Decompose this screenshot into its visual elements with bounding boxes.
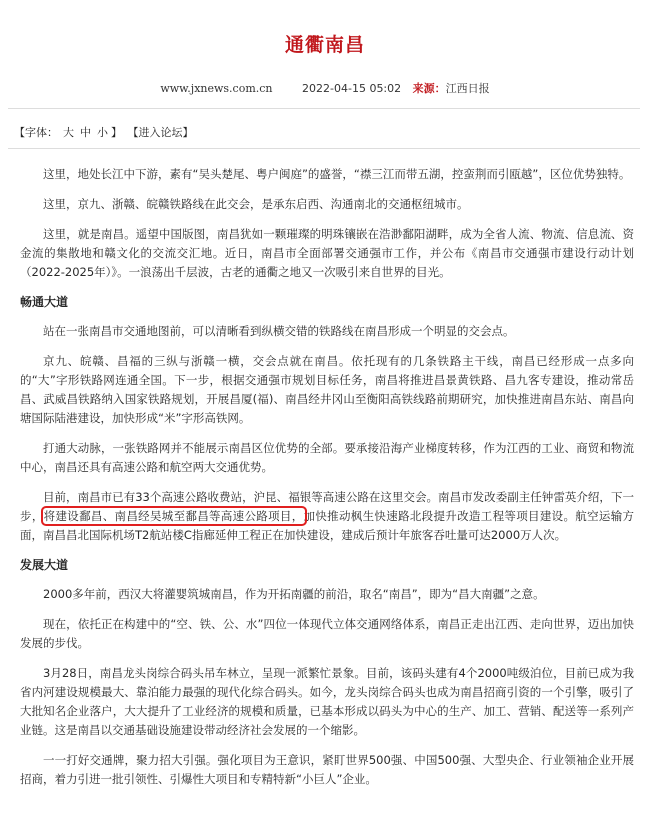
section-heading: 畅通大道 [20,295,69,309]
paragraph: 这里，京九、浙赣、皖赣铁路线在此交会，是承东启西、沟通南北的交通枢纽城市。 [43,197,469,211]
publish-date: 2022-04-15 05:02 [302,82,402,95]
divider [8,148,640,149]
site-url[interactable]: www.jxnews.com.cn [160,82,273,95]
paragraph: 这里，地处长江中下游，素有“吴头楚尾、粤户闽庭”的盛誉，“襟三江而带五湖，控蛮荆而引瓯越”，区位优势独特。 [43,167,631,181]
paragraph-text: 加快推动枫生快速路北段提升改造工程等项目建设。航空运输方面，南昌昌北国际机场T2航站楼C指廊延伸工程正在加快建设，建成后预计年旅客吞吐量可达2000万人次。 [20,509,635,542]
article-meta [0,80,650,96]
source-name: 江西日报 [445,82,490,95]
divider [8,108,640,109]
paragraph: 一一打好交通牌，聚力招大引强。强化项目为王意识，紧盯世界500强、中国500强、大型央企、行业领袖企业开展招商，着力引进一批引领性、引爆性大项目和专精特新“小巨人”企业。 [20,753,634,786]
font-size-small-link[interactable]: 小 [97,126,108,139]
paragraph: 打通大动脉，一张铁路网并不能展示南昌区位优势的全部。要承接沿海产业梯度转移，作为江西的工业、商贸和物流中心，南昌还具有高速公路和航空两大交通优势。 [20,441,634,474]
paragraph-text: 目前，南昌市已有33个高速公路收费站，沪昆、福银等高速公路在这里交会。南昌市发改委副主任钟雷英介绍，下一步， [20,490,634,523]
font-size-label: 【字体： [14,126,58,139]
paragraph: 站在一张南昌市交通地图前，可以清晰看到纵横交错的铁路线在南昌形成一个明显的交会点。 [43,324,515,338]
paragraph [20,488,634,545]
paragraph: 现在，依托正在构建中的“空、铁、公、水”四位一体现代立体交通网络体系，南昌正走出江西、走向世界，迈出加快发展的步伐。 [20,617,634,650]
paragraph: 3月28日，南昌龙头岗综合码头吊车林立，呈现一派繁忙景象。目前，该码头建有4个2000吨级泊位，目前已成为我省内河建设规模最大、靠泊能力最强的现代化综合码头。如今，龙头岗综合码头也成为南昌招商引资的一个引擎，吸引了大批知名企业落户，大大提升了工业经济的规模和质量，已基本形成以码头为中心的生产、加工、营销、配送等一系列产业链。这是南昌以交通基础设施建设带动经济社会发展的一个缩影。 [20,666,634,737]
source-label: 来源： [412,82,446,95]
article-body [20,165,634,800]
page-title: 通衢南昌 [284,34,365,56]
font-size-large-link[interactable]: 大 [63,126,74,139]
forum-link[interactable]: 【进入论坛】 [127,126,194,139]
font-size-close: 】 [111,126,122,139]
paragraph: 2000多年前，西汉大将灌婴筑城南昌，作为开拓南疆的前沿，取名“南昌”，即为“昌大南疆”之意。 [43,587,545,601]
section-heading: 发展大道 [20,558,69,572]
paragraph: 这里，就是南昌。遥望中国版图，南昌犹如一颗璀璨的明珠镶嵌在浩渺鄱阳湖畔，成为全省人流、物流、信息流、资金流的集散地和赣文化的交流交汇地。近日，南昌市全面部署交通强市工作，并公布《南昌市交通强市建设行动计划（2022-2025年）》。一浪荡出千层波，古老的通衢之地又一次吸引来自世界的目光。 [20,227,634,279]
paragraph: 京九、皖赣、昌福的三纵与浙赣一横，交会点就在南昌。依托现有的几条铁路主干线，南昌已经形成一点多向的“大”字形铁路网连通全国。下一步，根据交通强市规划目标任务，南昌将推进昌景黄铁路、昌九客专建设，推动常岳昌、武威昌铁路纳入国家铁路规划，开展昌厦(福)、南昌经井冈山至衡阳高铁线路前期研究，加快推进南昌东站、南昌向塘国际陆港建设，加快形成“米”字形高铁网。 [20,354,634,425]
font-size-medium-link[interactable]: 中 [80,126,91,139]
article-toolbar [14,124,196,140]
highlighted-text: 将建设鄱昌、南昌经吴城至鄱昌等高速公路项目， [43,509,304,523]
